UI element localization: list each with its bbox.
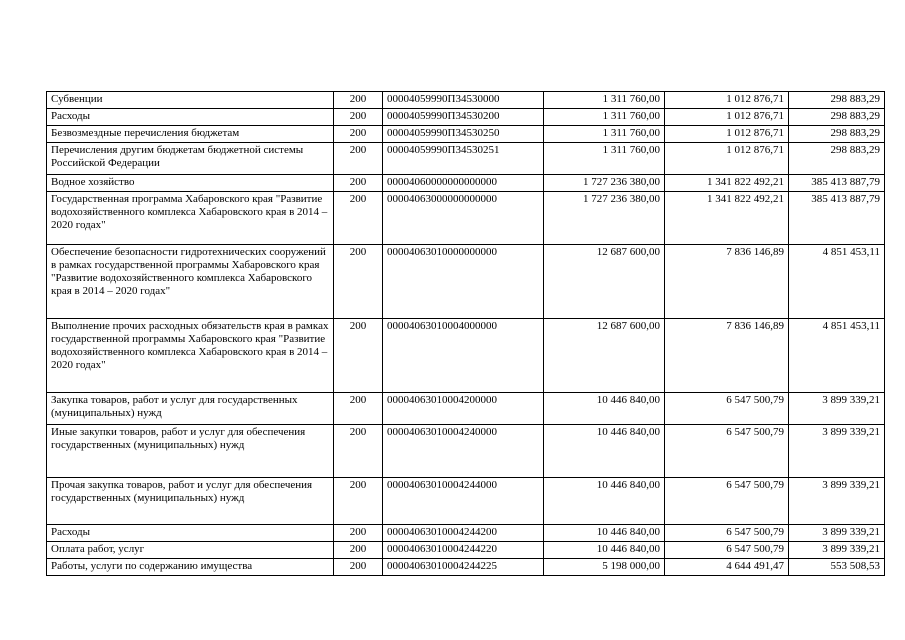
row-code: 200 [334, 109, 383, 126]
row-approved: 1 311 760,00 [544, 126, 665, 143]
row-kbk: 00004063010004244225 [383, 559, 544, 576]
table-row [47, 319, 885, 393]
row-name: Выполнение прочих расходных обязательств края в рамках государственной программы Хабаровского края "Развитие водохозяйственного комплекса Хабаровского края в 2014 – 2020 годах" [47, 319, 334, 393]
row-kbk: 00004059990П34530251 [383, 143, 544, 175]
row-code: 200 [334, 542, 383, 559]
row-unexecuted: 298 883,29 [789, 143, 885, 175]
table-row [47, 425, 885, 478]
row-approved: 1 727 236 380,00 [544, 192, 665, 245]
row-name: Водное хозяйство [47, 175, 334, 192]
row-name: Прочая закупка товаров, работ и услуг для обеспечения государственных (муниципальных) нужд [47, 478, 334, 525]
row-name: Обеспечение безопасности гидротехнических сооружений в рамках государственной программы Хабаровского края "Развитие водохозяйственного комплекса Хабаровского края в 2014 – 2020 годах" [47, 245, 334, 319]
row-kbk: 00004063010000000000 [383, 245, 544, 319]
table-row [47, 126, 885, 143]
row-kbk: 00004059990П34530250 [383, 126, 544, 143]
row-unexecuted: 298 883,29 [789, 126, 885, 143]
row-code: 200 [334, 245, 383, 319]
row-executed: 6 547 500,79 [665, 542, 789, 559]
row-approved: 10 446 840,00 [544, 525, 665, 542]
row-approved: 10 446 840,00 [544, 425, 665, 478]
budget-table [46, 91, 885, 576]
row-code: 200 [334, 525, 383, 542]
row-approved: 1 311 760,00 [544, 109, 665, 126]
table-row [47, 525, 885, 542]
table-row [47, 175, 885, 192]
row-approved: 12 687 600,00 [544, 245, 665, 319]
table-row [47, 92, 885, 109]
row-approved: 10 446 840,00 [544, 478, 665, 525]
row-executed: 7 836 146,89 [665, 245, 789, 319]
row-approved: 1 311 760,00 [544, 143, 665, 175]
row-executed: 1 012 876,71 [665, 92, 789, 109]
row-kbk: 00004063000000000000 [383, 192, 544, 245]
budget-table-body [47, 92, 885, 576]
row-code: 200 [334, 92, 383, 109]
row-code: 200 [334, 126, 383, 143]
row-name: Безвозмездные перечисления бюджетам [47, 126, 334, 143]
row-executed: 6 547 500,79 [665, 478, 789, 525]
row-executed: 1 012 876,71 [665, 109, 789, 126]
row-name: Перечисления другим бюджетам бюджетной системы Российской Федерации [47, 143, 334, 175]
row-approved: 5 198 000,00 [544, 559, 665, 576]
row-name: Закупка товаров, работ и услуг для государственных (муниципальных) нужд [47, 393, 334, 425]
table-row [47, 542, 885, 559]
row-kbk: 00004063010004240000 [383, 425, 544, 478]
row-executed: 1 012 876,71 [665, 126, 789, 143]
row-kbk: 00004063010004200000 [383, 393, 544, 425]
row-kbk: 00004059990П34530200 [383, 109, 544, 126]
row-code: 200 [334, 393, 383, 425]
row-approved: 10 446 840,00 [544, 542, 665, 559]
row-code: 200 [334, 425, 383, 478]
row-approved: 12 687 600,00 [544, 319, 665, 393]
row-name: Расходы [47, 525, 334, 542]
row-unexecuted: 385 413 887,79 [789, 192, 885, 245]
row-executed: 6 547 500,79 [665, 525, 789, 542]
row-name: Субвенции [47, 92, 334, 109]
table-row [47, 245, 885, 319]
row-unexecuted: 4 851 453,11 [789, 245, 885, 319]
row-code: 200 [334, 192, 383, 245]
row-unexecuted: 3 899 339,21 [789, 393, 885, 425]
table-row [47, 192, 885, 245]
row-unexecuted: 385 413 887,79 [789, 175, 885, 192]
table-row [47, 393, 885, 425]
row-kbk: 00004063010004244200 [383, 525, 544, 542]
table-row [47, 559, 885, 576]
row-unexecuted: 3 899 339,21 [789, 478, 885, 525]
row-code: 200 [334, 478, 383, 525]
row-unexecuted: 3 899 339,21 [789, 425, 885, 478]
row-name: Работы, услуги по содержанию имущества [47, 559, 334, 576]
row-unexecuted: 4 851 453,11 [789, 319, 885, 393]
row-unexecuted: 298 883,29 [789, 109, 885, 126]
row-name: Оплата работ, услуг [47, 542, 334, 559]
row-code: 200 [334, 175, 383, 192]
row-kbk: 00004059990П34530000 [383, 92, 544, 109]
row-unexecuted: 298 883,29 [789, 92, 885, 109]
row-executed: 4 644 491,47 [665, 559, 789, 576]
table-row [47, 143, 885, 175]
row-executed: 7 836 146,89 [665, 319, 789, 393]
row-name: Расходы [47, 109, 334, 126]
row-executed: 1 341 822 492,21 [665, 175, 789, 192]
row-approved: 1 727 236 380,00 [544, 175, 665, 192]
row-code: 200 [334, 319, 383, 393]
row-code: 200 [334, 143, 383, 175]
row-code: 200 [334, 559, 383, 576]
row-executed: 6 547 500,79 [665, 393, 789, 425]
row-kbk: 00004060000000000000 [383, 175, 544, 192]
row-kbk: 00004063010004244000 [383, 478, 544, 525]
row-name: Иные закупки товаров, работ и услуг для обеспечения государственных (муниципальных) нужд [47, 425, 334, 478]
row-approved: 10 446 840,00 [544, 393, 665, 425]
row-unexecuted: 3 899 339,21 [789, 525, 885, 542]
table-row [47, 109, 885, 126]
table-row [47, 478, 885, 525]
row-unexecuted: 3 899 339,21 [789, 542, 885, 559]
row-kbk: 00004063010004244220 [383, 542, 544, 559]
row-unexecuted: 553 508,53 [789, 559, 885, 576]
row-executed: 1 012 876,71 [665, 143, 789, 175]
row-name: Государственная программа Хабаровского края "Развитие водохозяйственного комплекса Хабаровского края в 2014 – 2020 годах" [47, 192, 334, 245]
row-kbk: 00004063010004000000 [383, 319, 544, 393]
row-executed: 6 547 500,79 [665, 425, 789, 478]
row-approved: 1 311 760,00 [544, 92, 665, 109]
row-executed: 1 341 822 492,21 [665, 192, 789, 245]
